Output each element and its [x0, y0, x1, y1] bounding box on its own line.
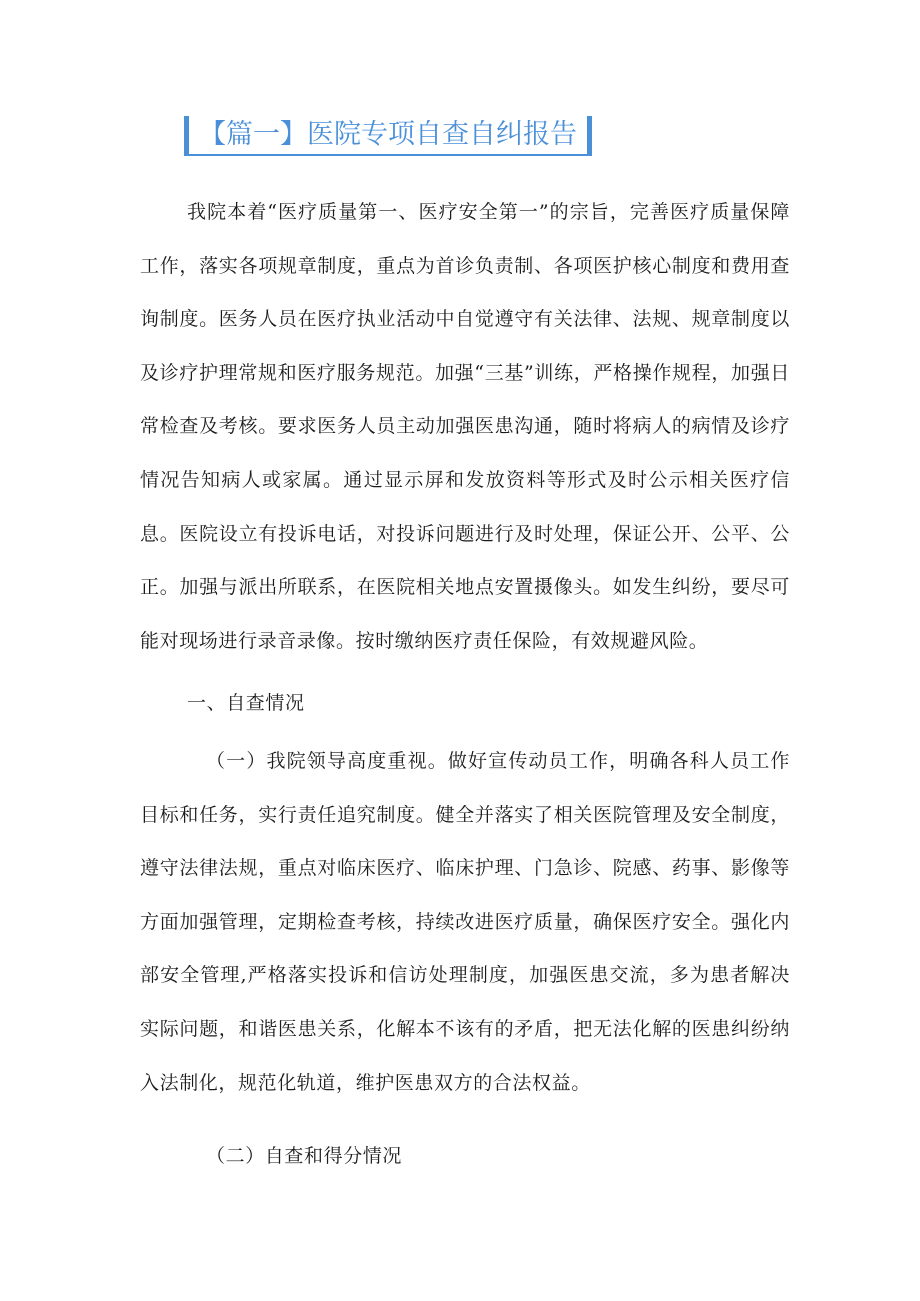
document-title: 【篇一】医院专项自查自纠报告 — [189, 116, 587, 156]
paragraph-intro: 我院本着“医疗质量第一、医疗安全第一”的宗旨，完善医疗质量保障工作，落实各项规章制度，重点为首诊负责制、各项医护核心制度和费用查询制度。医务人员在医疗执业活动中自觉遵守有关法律、法规、规章制度以及诊疗护理常规和医疗服务规范。加强“三基”训练，严格操作规程，加强日常检查及考核。要求医务人员主动加强医患沟通，随时将病人的病情及诊疗情况告知病人或家属。通过显示屏和发放资料等形式及时公示相关医疗信息。医院设立有投诉电话，对投诉问题进行及时处理，保证公开、公平、公正。加强与派出所联系，在医院相关地点安置摄像头。如发生纠纷，要尽可能对现场进行录音录像。按时缴纳医疗责任保险，有效规避风险。 — [140, 201, 790, 652]
paragraph-leadership: （一）我院领导高度重视。做好宣传动员工作，明确各科人员工作目标和任务，实行责任追究制度。健全并落实了相关医院管理及安全制度，遵守法律法规，重点对临床医疗、临床护理、门急诊、院感、药事、影像等方面加强管理，定期检查考核，持续改进医疗质量，确保医疗安全。强化内部安全管理,严格落实投诉和信访处理制度，加强医患交流，多为患者解决实际问题，和谐医患关系，化解本不该有的矛盾，把无法化解的医患纠纷纳入法制化，规范化轨道，维护医患双方的合法权益。 — [140, 750, 790, 1094]
title-block — [184, 112, 592, 160]
section-heading-self-inspection: 一、自查情况 — [187, 692, 305, 714]
title-right-bar — [587, 116, 592, 156]
subsection-heading-score: （二）自查和得分情况 — [206, 1145, 403, 1167]
